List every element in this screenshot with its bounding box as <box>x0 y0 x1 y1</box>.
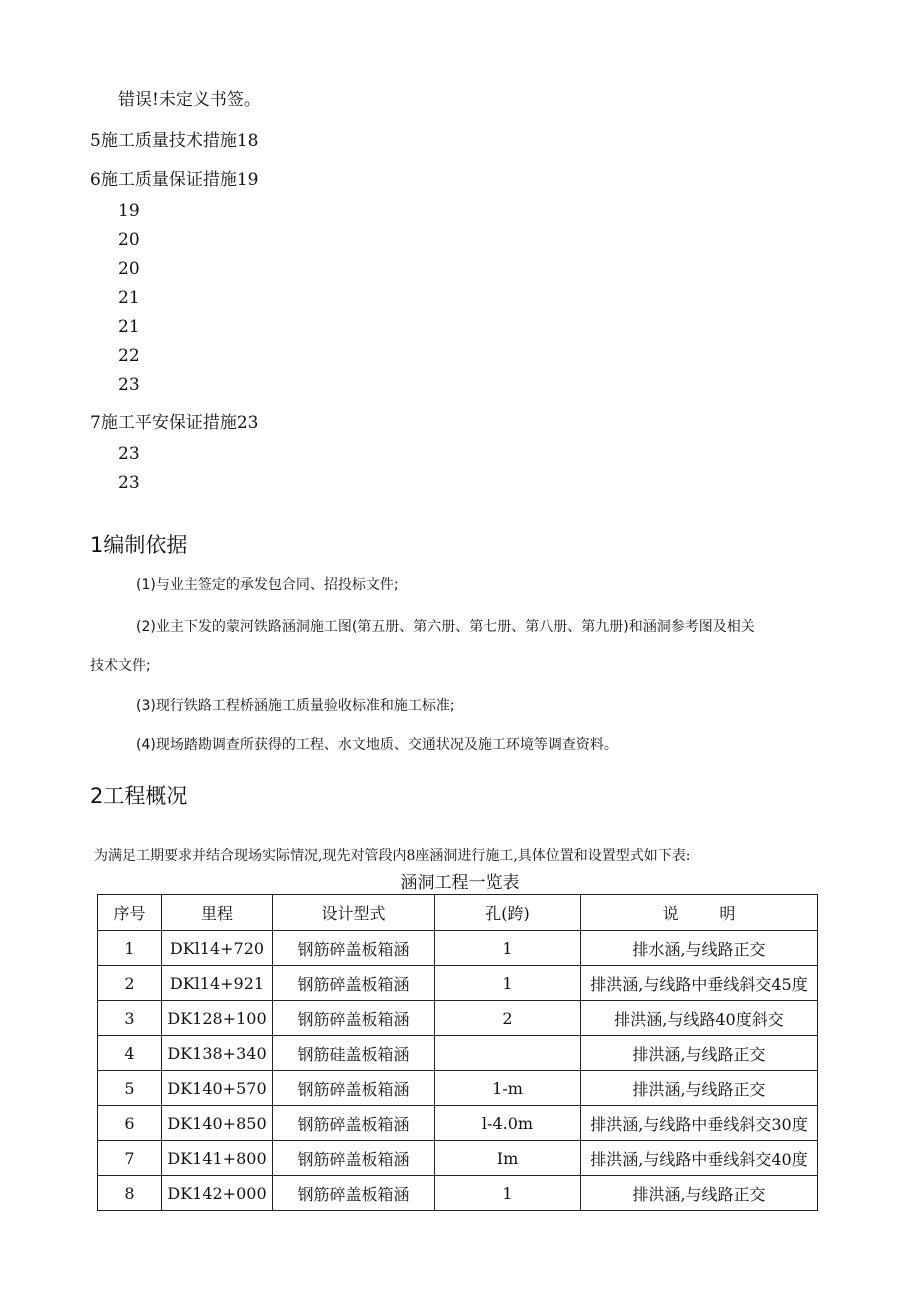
table-cell: 钢筋碎盖板箱涵 <box>273 1071 435 1106</box>
table-cell: 钢筋硅盖板箱涵 <box>273 1036 435 1071</box>
table-cell: 排洪涵,与线路中垂线斜交40度 <box>581 1141 818 1176</box>
table-cell: DKl14+720 <box>162 931 273 966</box>
table-cell: 钢筋碎盖板箱涵 <box>273 1106 435 1141</box>
toc-line: 20 <box>118 230 140 250</box>
table-cell <box>435 1036 581 1071</box>
table-cell: 1 <box>98 931 162 966</box>
table-row <box>98 931 818 966</box>
table-cell: 8 <box>98 1176 162 1211</box>
toc-line: 7施工平安保证措施23 <box>90 413 259 433</box>
toc-line: 23 <box>118 473 140 493</box>
paragraph: 技术文件; <box>90 658 151 674</box>
paragraph: 为满足工期要求并结合现场实际情况,现先对管段内8座涵洞进行施工,具体位置和设置型式如下表: <box>94 848 691 864</box>
table-cell: 1-m <box>435 1071 581 1106</box>
header-cell: 设计型式 <box>273 895 435 931</box>
table-row <box>98 1071 818 1106</box>
table-cell: DKl14+921 <box>162 966 273 1001</box>
toc-line: 6施工质量保证措施19 <box>90 170 259 190</box>
toc-line: 19 <box>118 201 140 221</box>
table-cell: DK138+340 <box>162 1036 273 1071</box>
table-cell: 4 <box>98 1036 162 1071</box>
header-cell: 孔(跨) <box>435 895 581 931</box>
toc-line: 21 <box>118 288 140 308</box>
table-cell: 1 <box>435 1176 581 1211</box>
toc-line: 5施工质量技术措施18 <box>90 131 259 151</box>
culvert-table <box>97 894 818 1211</box>
table-cell: DK128+100 <box>162 1001 273 1036</box>
table-cell: 2 <box>98 966 162 1001</box>
table-cell: 1 <box>435 966 581 1001</box>
table-row <box>98 1176 818 1211</box>
header-cell: 序号 <box>98 895 162 931</box>
table-cell: 排水涵,与线路正交 <box>581 931 818 966</box>
table-cell: 3 <box>98 1001 162 1036</box>
toc-line: 错误!未定义书签。 <box>118 90 261 110</box>
table-title: 涵洞工程一览表 <box>400 873 520 893</box>
table-cell: 钢筋碎盖板箱涵 <box>273 931 435 966</box>
toc-line: 23 <box>118 444 140 464</box>
table-cell: 排洪涵,与线路中垂线斜交45度 <box>581 966 818 1001</box>
toc-line: 23 <box>118 375 140 395</box>
table-cell: l-4.0m <box>435 1106 581 1141</box>
table-row <box>98 1106 818 1141</box>
table-cell: 钢筋碎盖板箱涵 <box>273 1176 435 1211</box>
table-cell: 排洪涵,与线路正交 <box>581 1071 818 1106</box>
table-row <box>98 1141 818 1176</box>
toc-line: 20 <box>118 259 140 279</box>
table-cell: 排洪涵,与线路中垂线斜交30度 <box>581 1106 818 1141</box>
table-header-row <box>98 895 818 931</box>
table-cell: 钢筋碎盖板箱涵 <box>273 966 435 1001</box>
header-cell: 说 明 <box>581 895 818 931</box>
section-heading: 1编制依据 <box>90 533 188 557</box>
table-cell: DK142+000 <box>162 1176 273 1211</box>
table-cell: 排洪涵,与线路40度斜交 <box>581 1001 818 1036</box>
table-cell: DK140+570 <box>162 1071 273 1106</box>
table-cell: Im <box>435 1141 581 1176</box>
header-cell: 里程 <box>162 895 273 931</box>
table-row <box>98 1036 818 1071</box>
toc-line: 21 <box>118 317 140 337</box>
paragraph: (2)业主下发的蒙河铁路涵洞施工图(第五册、第六册、第七册、第八册、第九册)和涵洞参考图及相关 <box>136 619 755 635</box>
table-cell: 排洪涵,与线路正交 <box>581 1176 818 1211</box>
table-cell: 2 <box>435 1001 581 1036</box>
table-row <box>98 1001 818 1036</box>
paragraph: (3)现行铁路工程桥涵施工质量验收标准和施工标准; <box>136 698 455 714</box>
table-cell: 钢筋碎盖板箱涵 <box>273 1141 435 1176</box>
paragraph: (1)与业主签定的承发包合同、招投标文件; <box>136 577 399 593</box>
paragraph: (4)现场踏勘调查所获得的工程、水文地质、交通状况及施工环境等调查资料。 <box>136 737 618 753</box>
table-cell: 排洪涵,与线路正交 <box>581 1036 818 1071</box>
table-cell: 钢筋碎盖板箱涵 <box>273 1001 435 1036</box>
table-cell: 5 <box>98 1071 162 1106</box>
table-cell: 1 <box>435 931 581 966</box>
table-cell: DK140+850 <box>162 1106 273 1141</box>
table-cell: 6 <box>98 1106 162 1141</box>
table-cell: 7 <box>98 1141 162 1176</box>
section-heading: 2工程概况 <box>90 784 188 808</box>
table-cell: DK141+800 <box>162 1141 273 1176</box>
table-row <box>98 966 818 1001</box>
toc-line: 22 <box>118 346 140 366</box>
